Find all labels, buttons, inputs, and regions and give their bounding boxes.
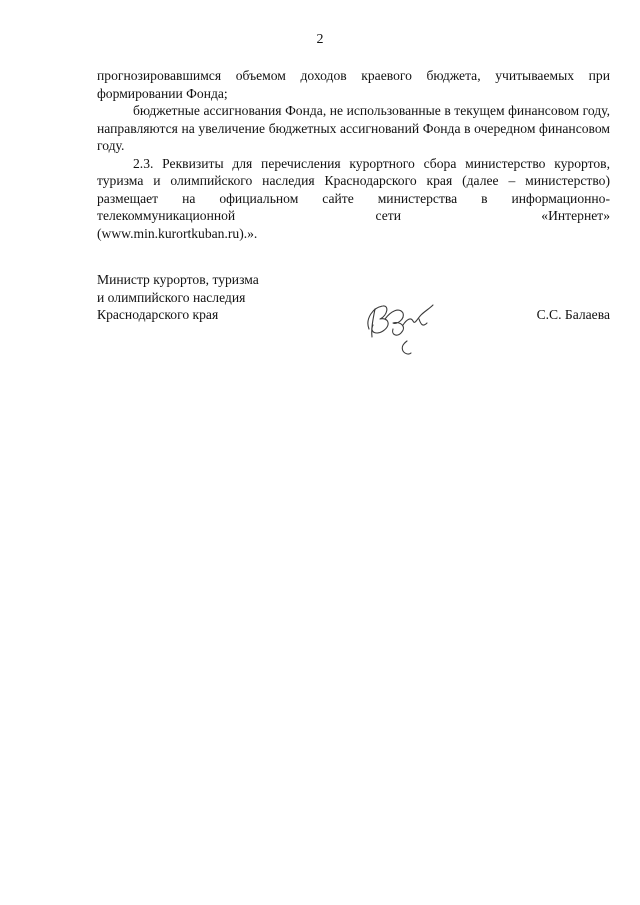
paragraph-requisites: 2.3. Реквизиты для перечисления курортного сбора министерство курортов, туризма и олимпийского наследия Краснодарского края (далее – министерство) размещает на официальном сайте министерства в информационно-телекоммуникационной сети «Интернет» (97, 155, 610, 223)
paragraph-unused-allocations: бюджетные ассигнования Фонда, не использованные в текущем финансовом году, направляются на увеличение бюджетных ассигнований Фонда в очередном финансовом году. (97, 103, 610, 153)
handwritten-signature (355, 289, 445, 359)
page-number: 2 (316, 32, 324, 47)
document-body (97, 67, 610, 242)
signer-name: С.С. Балаева (536, 307, 610, 322)
signer-position (97, 271, 610, 324)
paragraph-continuation: прогнозировавшимся объемом доходов краевого бюджета, учитываемых при формировании Фонда; (97, 68, 610, 101)
signature-block (97, 271, 610, 361)
signer-position-line: Министр курортов, туризма (97, 272, 259, 287)
signer-position-line: Краснодарского края (97, 307, 219, 322)
paragraph-website-link: (www.min.kurortkuban.ru).». (97, 225, 258, 241)
signer-position-line: и олимпийского наследия (97, 289, 246, 305)
